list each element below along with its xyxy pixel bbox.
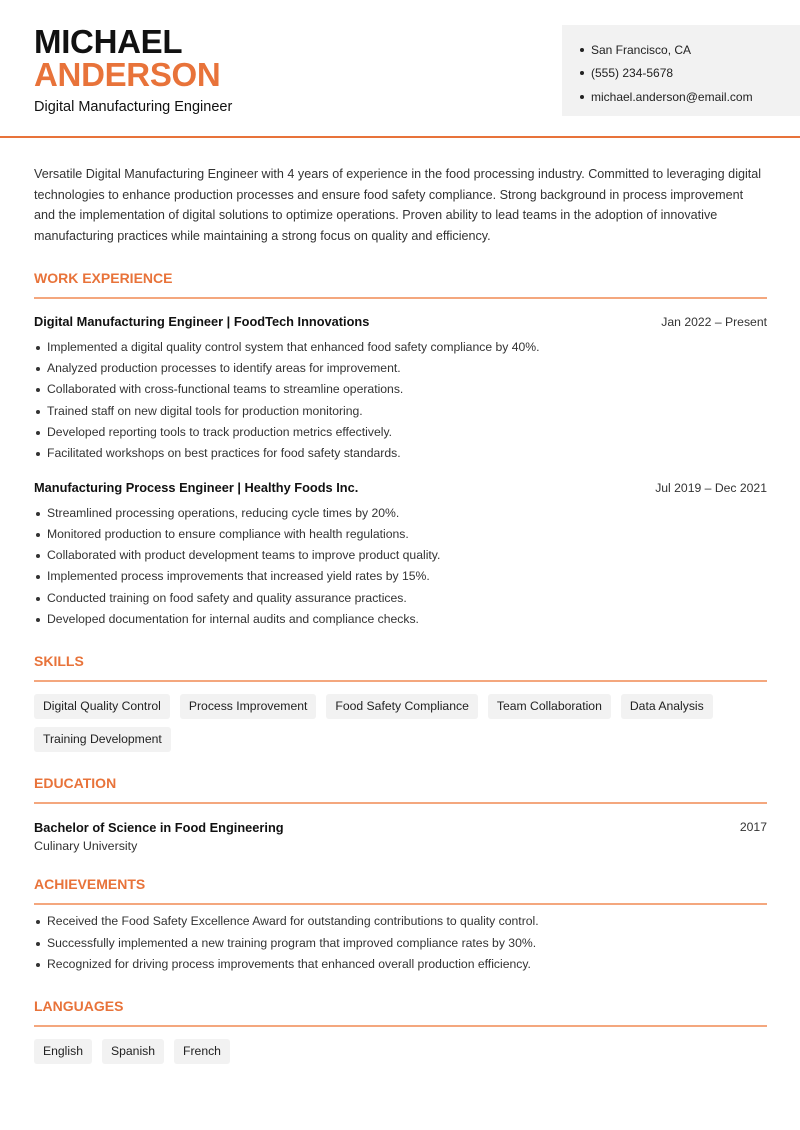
language-tag: English: [34, 1039, 92, 1064]
job-dates: Jul 2019 – Dec 2021: [655, 480, 767, 495]
job-dates: Jan 2022 – Present: [661, 314, 767, 329]
job-bullets: [34, 337, 767, 465]
list-item: Recognized for driving process improvements that enhanced overall production efficiency.: [34, 954, 767, 975]
summary: Versatile Digital Manufacturing Engineer with 4 years of experience in the food processing industry. Committed to leveraging digital technologies to enhance production processes and ensure food safety compliance. Strong background in process improvement and the implementation of digital solutions to optimize operations. Proven ability to lead teams in the adoption of innovative manufacturing practices while maintaining a strong focus on quality and efficiency.: [34, 167, 762, 244]
list-item: Received the Food Safety Excellence Award for outstanding contributions to quality control.: [34, 911, 767, 932]
languages-list: [34, 1039, 767, 1064]
list-item: Implemented a digital quality control system that enhanced food safety compliance by 40%.: [34, 337, 767, 358]
section-title-skills: SKILLS: [34, 652, 767, 682]
skill-tag: Process Improvement: [180, 694, 317, 719]
list-item: Implemented process improvements that increased yield rates by 15%.: [34, 566, 767, 587]
contact-location: [580, 38, 800, 62]
job-role: Digital Manufacturing Engineer | FoodTech Innovations: [34, 314, 370, 330]
bullet-icon: [580, 95, 584, 99]
language-tag: French: [174, 1039, 230, 1064]
list-item: Streamlined processing operations, reducing cycle times by 20%.: [34, 503, 767, 524]
job-entry: [34, 479, 767, 631]
list-item: Successfully implemented a new training program that improved compliance rates by 30%.: [34, 933, 767, 954]
list-item: Collaborated with cross-functional teams to streamline operations.: [34, 379, 767, 400]
phone-text: (555) 234-5678: [591, 66, 674, 81]
section-title-education: EDUCATION: [34, 774, 767, 804]
achievements-list: [34, 911, 767, 975]
list-item: Collaborated with product development teams to improve product quality.: [34, 545, 767, 566]
section-title-work: WORK EXPERIENCE: [34, 269, 767, 299]
bullet-icon: [580, 71, 584, 75]
job-header: [34, 479, 767, 497]
education-year: 2017: [739, 820, 767, 835]
job-entry: [34, 313, 767, 465]
skill-tag: Digital Quality Control: [34, 694, 170, 719]
first-name: MICHAEL: [34, 23, 183, 60]
education-school: Culinary University: [34, 839, 138, 854]
job-bullets: [34, 503, 767, 631]
contact-email: [580, 85, 800, 109]
skill-tag: Training Development: [34, 727, 171, 752]
section-title-languages: LANGUAGES: [34, 997, 767, 1027]
contact-box: [562, 25, 800, 116]
resume-body: [34, 164, 767, 1064]
contact-phone: [580, 62, 800, 86]
list-item: Trained staff on new digital tools for production monitoring.: [34, 401, 767, 422]
skill-tag: Food Safety Compliance: [326, 694, 477, 719]
job-title: Digital Manufacturing Engineer: [34, 99, 233, 115]
list-item: Monitored production to ensure compliance with health regulations.: [34, 524, 767, 545]
list-item: Analyzed production processes to identify areas for improvement.: [34, 358, 767, 379]
skills-list: [34, 694, 767, 752]
list-item: Developed documentation for internal audits and compliance checks.: [34, 609, 767, 630]
job-header: [34, 313, 767, 331]
skill-tag: Team Collaboration: [488, 694, 611, 719]
list-item: Facilitated workshops on best practices for food safety standards.: [34, 443, 767, 464]
list-item: Developed reporting tools to track production metrics effectively.: [34, 422, 767, 443]
last-name: ANDERSON: [34, 56, 221, 93]
resume-header: [0, 0, 800, 138]
email-text: michael.anderson@email.com: [591, 89, 753, 104]
job-role: Manufacturing Process Engineer | Healthy Foods Inc.: [34, 480, 359, 496]
location-text: San Francisco, CA: [591, 42, 692, 57]
education-header: [34, 818, 767, 836]
skill-tag: Data Analysis: [621, 694, 713, 719]
list-item: Conducted training on food safety and quality assurance practices.: [34, 588, 767, 609]
education-degree: Bachelor of Science in Food Engineering: [34, 819, 284, 835]
section-title-achievements: ACHIEVEMENTS: [34, 875, 767, 905]
bullet-icon: [580, 48, 584, 52]
language-tag: Spanish: [102, 1039, 164, 1064]
